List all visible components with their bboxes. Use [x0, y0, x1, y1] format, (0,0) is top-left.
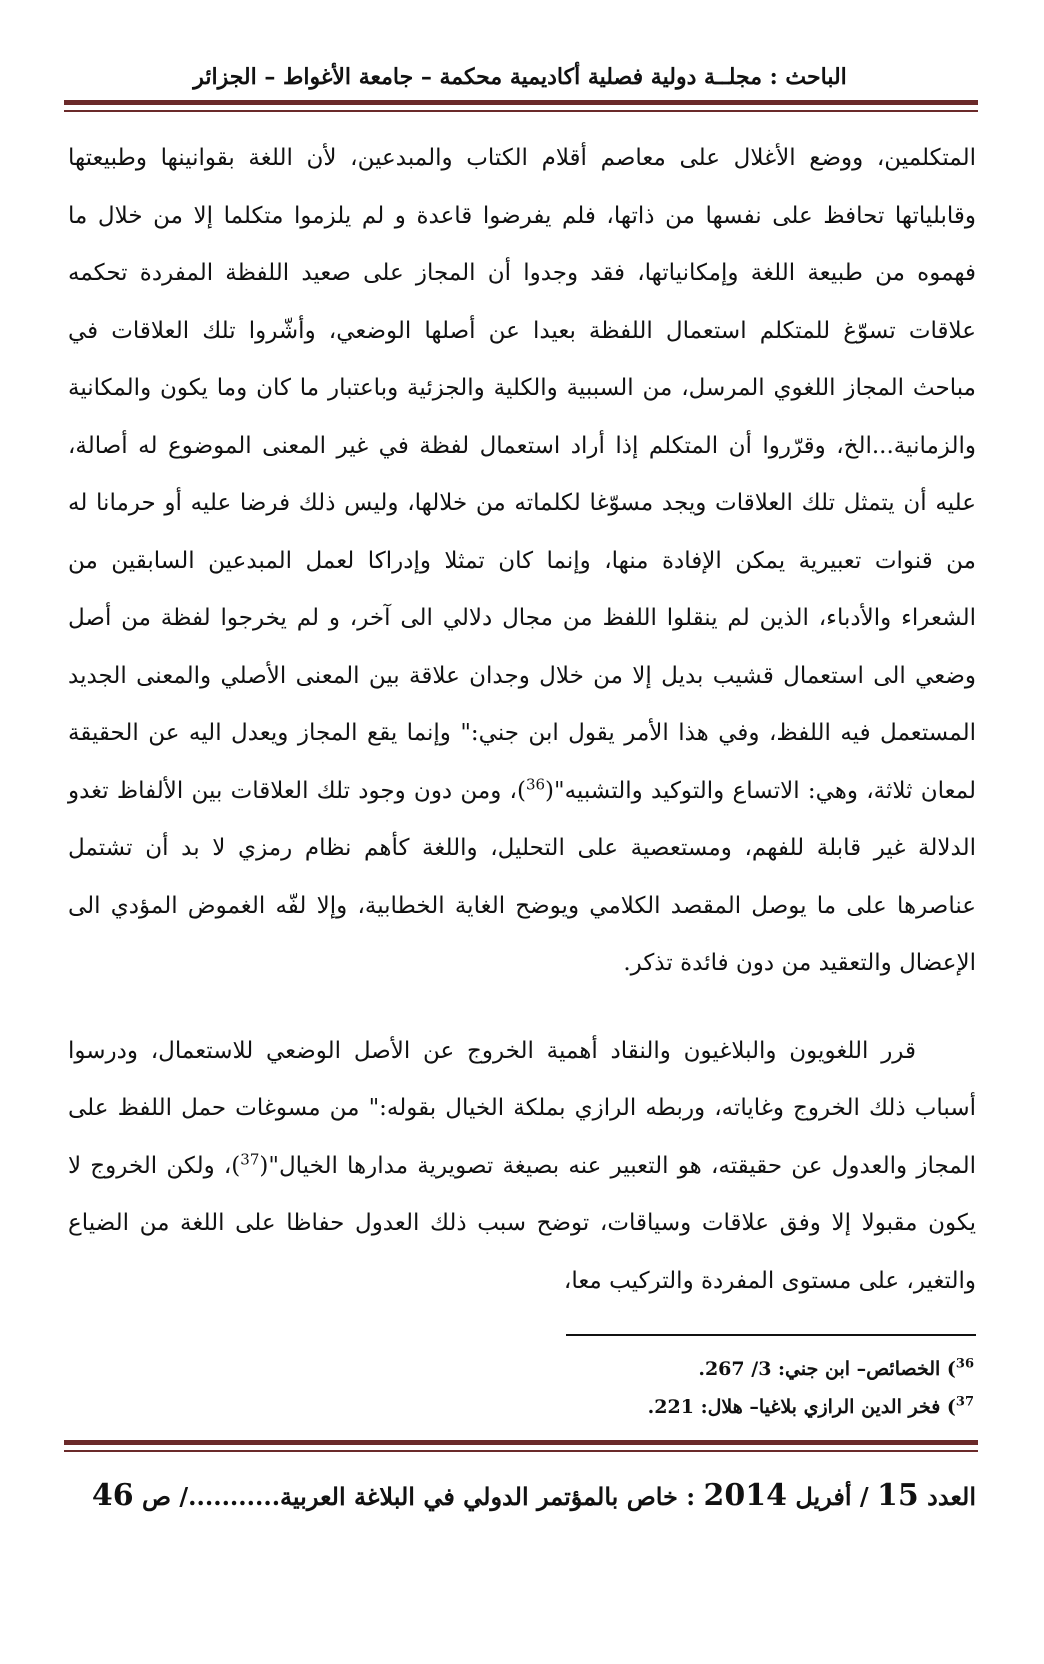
page-label: ص [142, 1482, 172, 1511]
issue-year: 2014 [703, 1478, 787, 1513]
footnote-text: ) فخر الدين الرازي بلاغيا– هلال: 221. [647, 1396, 956, 1418]
paragraph-1-text-a: المتكلمين، ووضع الأغلال على معاصم أقلام الكتاب والمبدعين، لأن اللغة بقوانينها وطبيعتها وقابلياتها تحافظ على نفسها من ذاتها، فلم يفرضوا قاعدة و لم يلزموا متكلما إلا من خلال ما فهموه من طبيعة اللغة وإمكانياتها، فقد وجدوا أن المجاز على صعيد اللفظة المفردة تحكمه علاقات تسوّغ للمتكلم استعمال اللفظة بعيدا عن أصلها الوضعي، وأشّروا تلك العلاقات في مباحث المجاز اللغوي المرسل، من السببية والكلية والجزئية وباعتبار ما كان وما يكون والمكانية والزمانية...الخ، وقرّروا أن المتكلم إذا أراد استعمال لفظة في غير المعنى الموضوع له أصالة، عليه أن يتمثل تلك العلاقات ويجد مسوّغا لكلماته من خلالها، وليس ذلك فرضا عليه أو حرمانا له من قنوات تعبيرية يمكن الإفادة منها، وإنما كان تمثلا وإدراكا لعمل المبدعين السابقين من الشعراء والأدباء، الذين لم ينقلوا اللفظ من مجال دلالي الى آخر، و لم يخرجوا لفظة من أصل وضعي الى استعمال قشيب بديل إلا من خلال وجدان علاقة بين المعنى الأصلي والمعنى الجديد المستعمل فيه اللفظ، وفي هذا الأمر يقول ابن جني:" وإنما يقع المجاز ويعدل اليه عن الحقيقة لمعان ثلاثة، وهي: الاتساع والتوكيد والتشبيه"( [68, 145, 976, 804]
issue-label: العدد [927, 1482, 976, 1511]
footnote-separator [566, 1334, 976, 1336]
footnote-number: 37 [955, 1394, 974, 1410]
issue-month: أفريل [795, 1482, 852, 1511]
paragraph-1 [68, 130, 976, 993]
footnote-number: 36 [955, 1356, 974, 1372]
special-issue-note: : خاص بالمؤتمر الدولي في البلاغة العربية.........../ [179, 1482, 696, 1511]
page-footer [92, 1478, 976, 1515]
article-body [68, 130, 976, 1310]
header-rule-thin [64, 110, 978, 112]
paragraph-2 [68, 1023, 976, 1311]
paragraph-2-text-a: قرر اللغويون والبلاغيون والنقاد أهمية الخروج عن الأصل الوضعي للاستعمال، ودرسوا أسباب ذلك الخروج وغاياته، وربطه الرازي بملكة الخيال بقوله:" من مسوغات حمل اللفظ على المجاز والعدول عن حقيقته، هو التعبير عنه بصيغة تصويرية مدارها الخيال"( [68, 1037, 977, 1179]
footnote-ref-36[interactable]: 36 [525, 774, 546, 793]
footer-separator: / [859, 1482, 869, 1511]
footer-rule [64, 1440, 978, 1445]
footer-rule-thin [64, 1450, 978, 1452]
footnote-ref-37[interactable]: 37 [240, 1149, 260, 1168]
page-number: 46 [91, 1478, 134, 1513]
paragraph-1-text-b: )، ومن دون وجود تلك العلاقات بين الألفاظ تغدو الدلالة غير قابلة للفهم، ومستعصية على التحليل، واللغة كأهم نظام رمزي لا بد أن تشتمل عناصرها على ما يوصل المقصد الكلامي ويوضح الغاية الخطابية، وإلا لفّه الغموض المؤدي الى الإعضال والتعقيد من دون فائدة تذكر. [68, 777, 976, 976]
footnote-36 [174, 1350, 974, 1388]
footnote-37 [174, 1388, 974, 1426]
footnotes [174, 1350, 974, 1426]
journal-header: الباحث : مجلــة دولية فصلية أكاديمية محكمة – جامعة الأغواط – الجزائر [193, 64, 847, 90]
header-rule [64, 100, 978, 105]
footnote-text: ) الخصائص– ابن جني: 3/ 267. [698, 1358, 956, 1380]
paragraph-2-text-b: )، ولكن الخروج لا يكون مقبولا إلا وفق علاقات وسياقات، توضح سبب ذلك العدول حفاظا على اللغة من الضياع والتغير، على مستوى المفردة والتركيب معا، [68, 1152, 976, 1294]
issue-number: 15 [877, 1478, 919, 1513]
